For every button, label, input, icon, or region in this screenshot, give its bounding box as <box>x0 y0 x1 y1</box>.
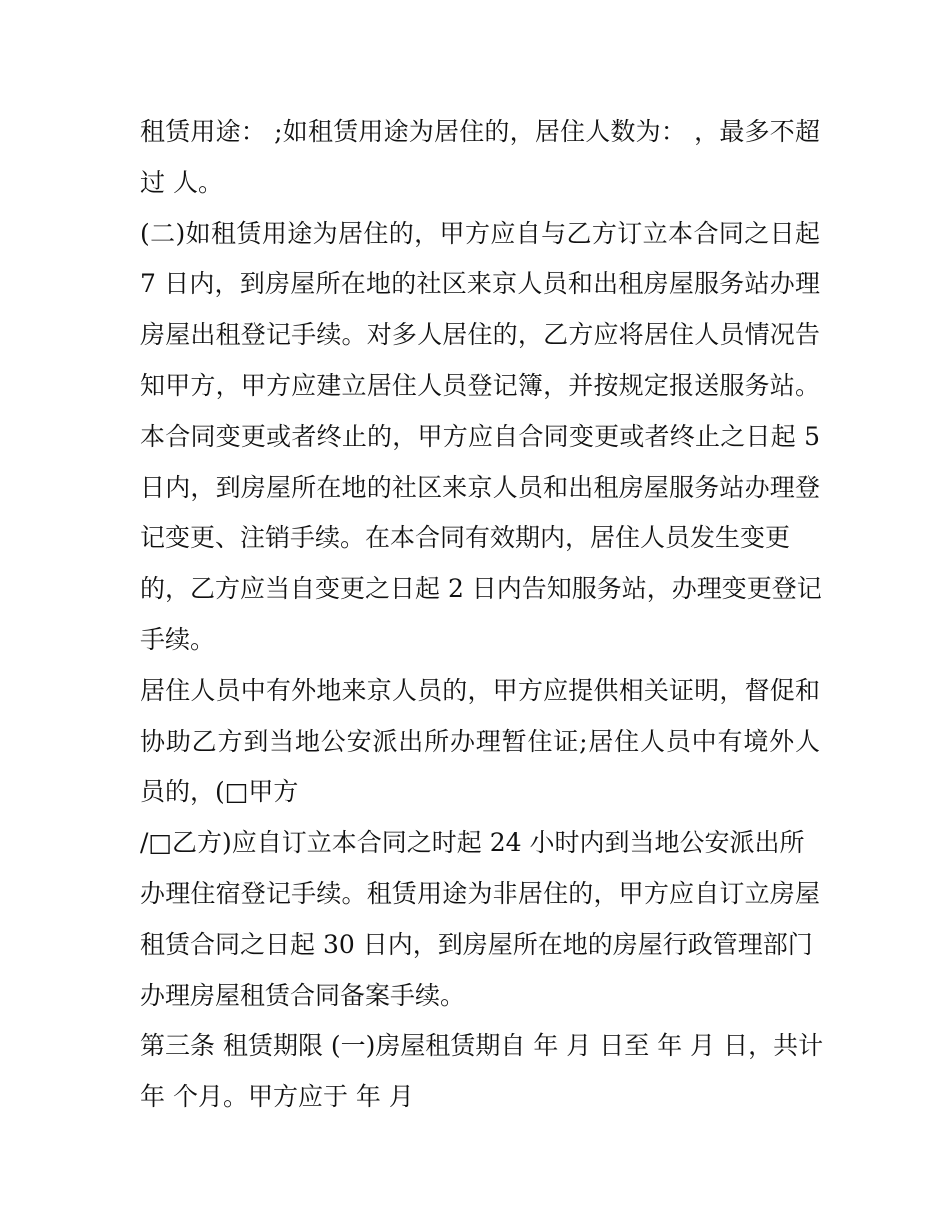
text-line: 手续。 <box>140 624 216 654</box>
text-line: 租赁用途： ;如租赁用途为居住的，居住人数为： ，最多不超 <box>140 117 820 146</box>
text-line: 日内，到房屋所在地的社区来京人员和出租房屋服务站办理登 <box>140 472 820 502</box>
text-line: 居住人员中有外地来京人员的，甲方应提供相关证明，督促和 <box>140 675 820 705</box>
text-line: 记变更、注销手续。在本合同有效期内，居住人员发生变更 <box>140 523 791 553</box>
text-line: 知甲方，甲方应建立居住人员登记簿，并按规定报送服务站。 <box>140 370 820 400</box>
text-line: /□乙方)应自订立本合同之时起 24 小时内到当地公安派出所 <box>140 828 805 858</box>
text-line: 第三条 租赁期限 (一)房屋租赁期自 年 月 日至 年 月 日，共计 <box>140 1031 824 1061</box>
text-line: 房屋出租登记手续。对多人居住的，乙方应将居住人员情况告 <box>140 320 820 350</box>
contract-text <box>140 107 824 1123</box>
text-line: 办理住宿登记手续。租赁用途为非居住的，甲方应自订立房屋 <box>140 878 820 908</box>
text-line: 本合同变更或者终止的，甲方应自合同变更或者终止之日起 5 <box>140 421 820 451</box>
text-line: 的，乙方应当自变更之日起 2 日内告知服务站，办理变更登记 <box>140 574 822 604</box>
text-line: 7 日内，到房屋所在地的社区来京人员和出租房屋服务站办理 <box>140 269 820 299</box>
text-line: 年 个月。甲方应于 年 月 <box>140 1082 414 1112</box>
text-line: 租赁合同之日起 30 日内，到房屋所在地的房屋行政管理部门 <box>140 929 813 959</box>
text-line: 员的，(□甲方 <box>140 777 299 807</box>
text-line: (二)如租赁用途为居住的，甲方应自与乙方订立本合同之日起 <box>140 218 820 248</box>
text-line: 过 人。 <box>140 167 223 197</box>
text-line: 协助乙方到当地公安派出所办理暂住证;居住人员中有境外人 <box>140 726 820 756</box>
text-line: 办理房屋租赁合同备案手续。 <box>140 980 466 1010</box>
